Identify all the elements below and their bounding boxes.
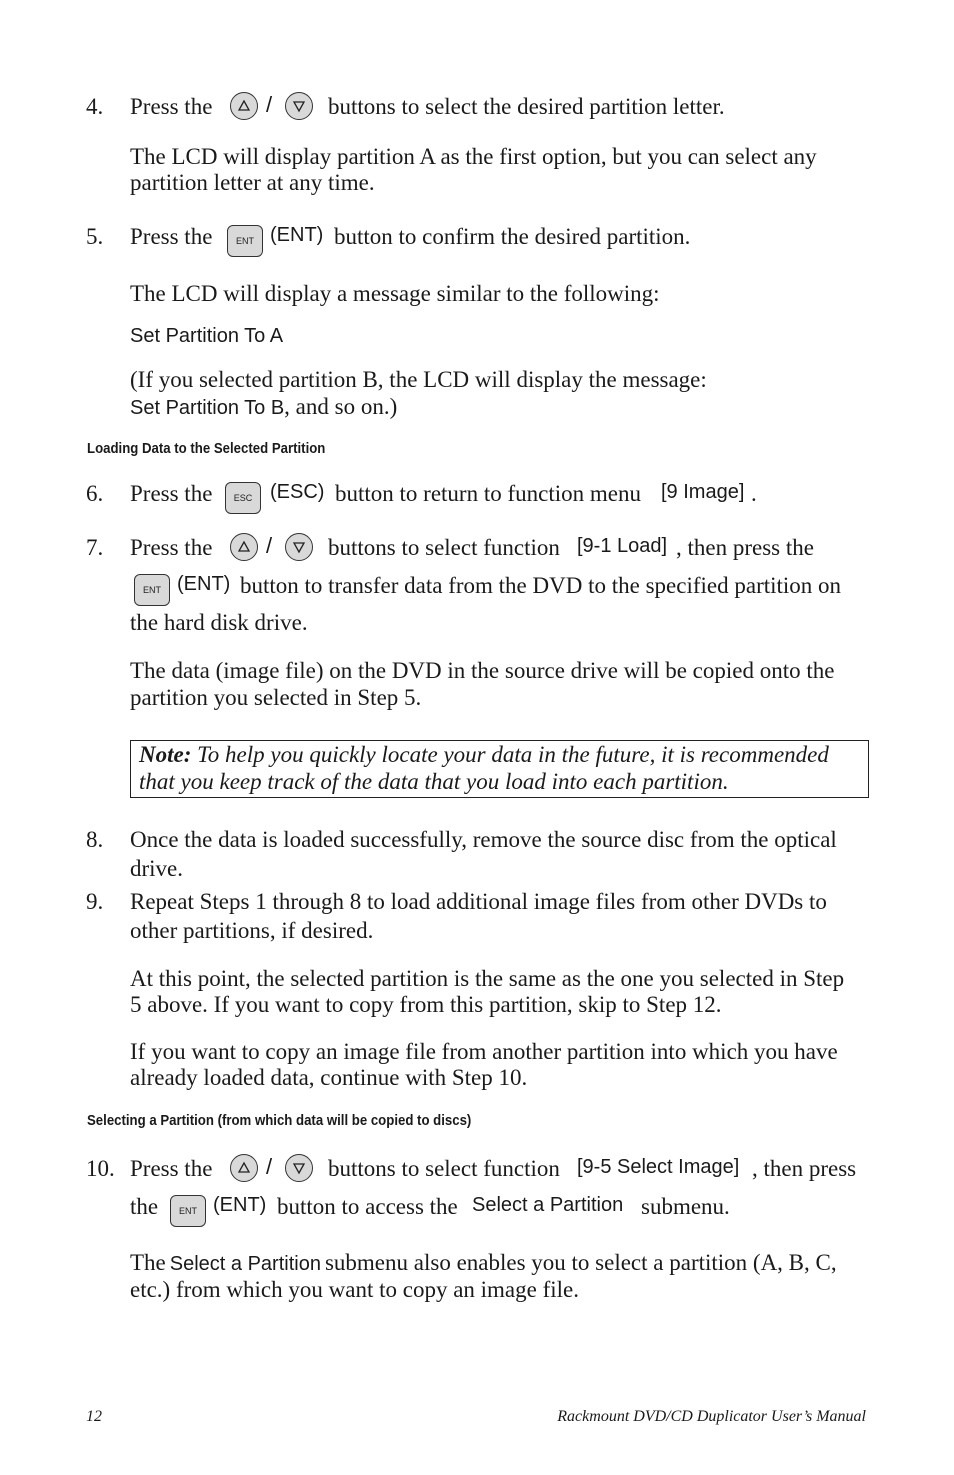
key-label: (ENT) [213,1194,267,1216]
paragraph-line: At this point, the selected partition is the same as the one you selected in Step [130,966,845,991]
step-text: , then press [752,1156,857,1181]
up-arrow-icon [230,533,258,561]
section-heading: Selecting a Partition (from which data will be copied to discs) [87,1112,472,1129]
step-number: 6. [86,481,104,506]
paragraph-line [130,1249,837,1276]
step-text: button to confirm the desired partition. [334,224,691,249]
step-text: submenu. [641,1194,730,1219]
step-text: the [130,1194,159,1219]
paragraph-line: The LCD will display a message similar to the following: [130,281,660,306]
function-label: [9-1 Load] [577,535,668,557]
paragraph-text: , and so on.) [284,394,398,419]
up-arrow-icon [230,92,258,120]
step-text: other partitions, if desired. [130,918,374,943]
step-text: Press the [130,481,213,506]
step-number: 9. [86,889,104,914]
step-text: button to transfer data from the DVD to the specified partition on [240,573,842,598]
function-label: [9-5 Select Image] [577,1156,740,1178]
step-text: Repeat Steps 1 through 8 to load additional image files from other DVDs to [130,889,827,914]
slash-separator: / [266,1154,273,1179]
slash-separator: / [266,533,273,558]
section-heading: Loading Data to the Selected Partition [87,440,326,457]
step-text: Once the data is loaded successfully, remove the source disc from the optical [130,827,837,852]
step-text: buttons to select the desired partition letter. [328,94,725,119]
step-text: . [751,481,757,506]
key-label: (ESC) [270,481,325,503]
lcd-message: Set Partition To A [130,325,284,347]
note-text: To help you quickly locate your data in the future, it is recommended [197,742,829,767]
step-text: buttons to select function [328,1156,560,1181]
paragraph-text: submenu also enables you to select a partition (A, B, C, [324,1250,837,1275]
down-arrow-icon [285,1154,313,1182]
step-number: 7. [86,535,104,560]
paragraph-line: partition letter at any time. [130,170,375,195]
step-text: Press the [130,224,213,249]
paragraph-line: If you want to copy an image file from another partition into which you have [130,1039,838,1064]
ent-button-icon: ENT [134,574,170,606]
manual-title: Rackmount DVD/CD Duplicator User’s Manual [557,1408,866,1425]
paragraph-line: The LCD will display partition A as the first option, but you can select any [130,144,817,169]
paragraph-line: (If you selected partition B, the LCD will display the message: [130,367,707,392]
step-text: button to return to function menu [335,481,641,506]
key-label: (ENT) [177,573,231,595]
paragraph-line: 5 above. If you want to copy from this partition, skip to Step 12. [130,992,722,1017]
step-text: Press the [130,535,213,560]
submenu-label: Select a Partition [169,1253,321,1275]
ent-button-icon: ENT [170,1195,206,1227]
page-number: 12 [86,1408,102,1425]
paragraph-line: The data (image file) on the DVD in the source drive will be copied onto the [130,658,835,683]
menu-label: [9 Image] [661,481,745,503]
down-arrow-icon [285,92,313,120]
slash-separator: / [266,92,273,117]
esc-button-icon: ESC [225,482,261,514]
note-line [139,741,829,768]
step-text: Press the [130,94,213,119]
paragraph-line: already loaded data, continue with Step 10. [130,1065,528,1090]
key-label: (ENT) [270,224,324,246]
step-number: 5. [86,224,104,249]
step-number: 4. [86,94,104,119]
down-arrow-icon [285,533,313,561]
paragraph-line [130,393,397,420]
step-text: , then press the [676,535,814,560]
step-number: 10. [86,1156,115,1181]
step-text: buttons to select function [328,535,560,560]
up-arrow-icon [230,1154,258,1182]
submenu-label: Select a Partition [472,1194,624,1216]
step-text: Press the [130,1156,213,1181]
note-label: Note: [139,742,192,767]
step-text: drive. [130,856,184,881]
step-number: 8. [86,827,104,852]
paragraph-line: etc.) from which you want to copy an image file. [130,1277,579,1302]
paragraph-line: partition you selected in Step 5. [130,685,422,710]
note-line: that you keep track of the data that you load into each partition. [139,769,729,794]
step-text: the hard disk drive. [130,610,308,635]
lcd-message: Set Partition To B [130,397,285,419]
step-text: button to access the [277,1194,458,1219]
paragraph-text: The [130,1250,166,1275]
ent-button-icon: ENT [227,225,263,257]
